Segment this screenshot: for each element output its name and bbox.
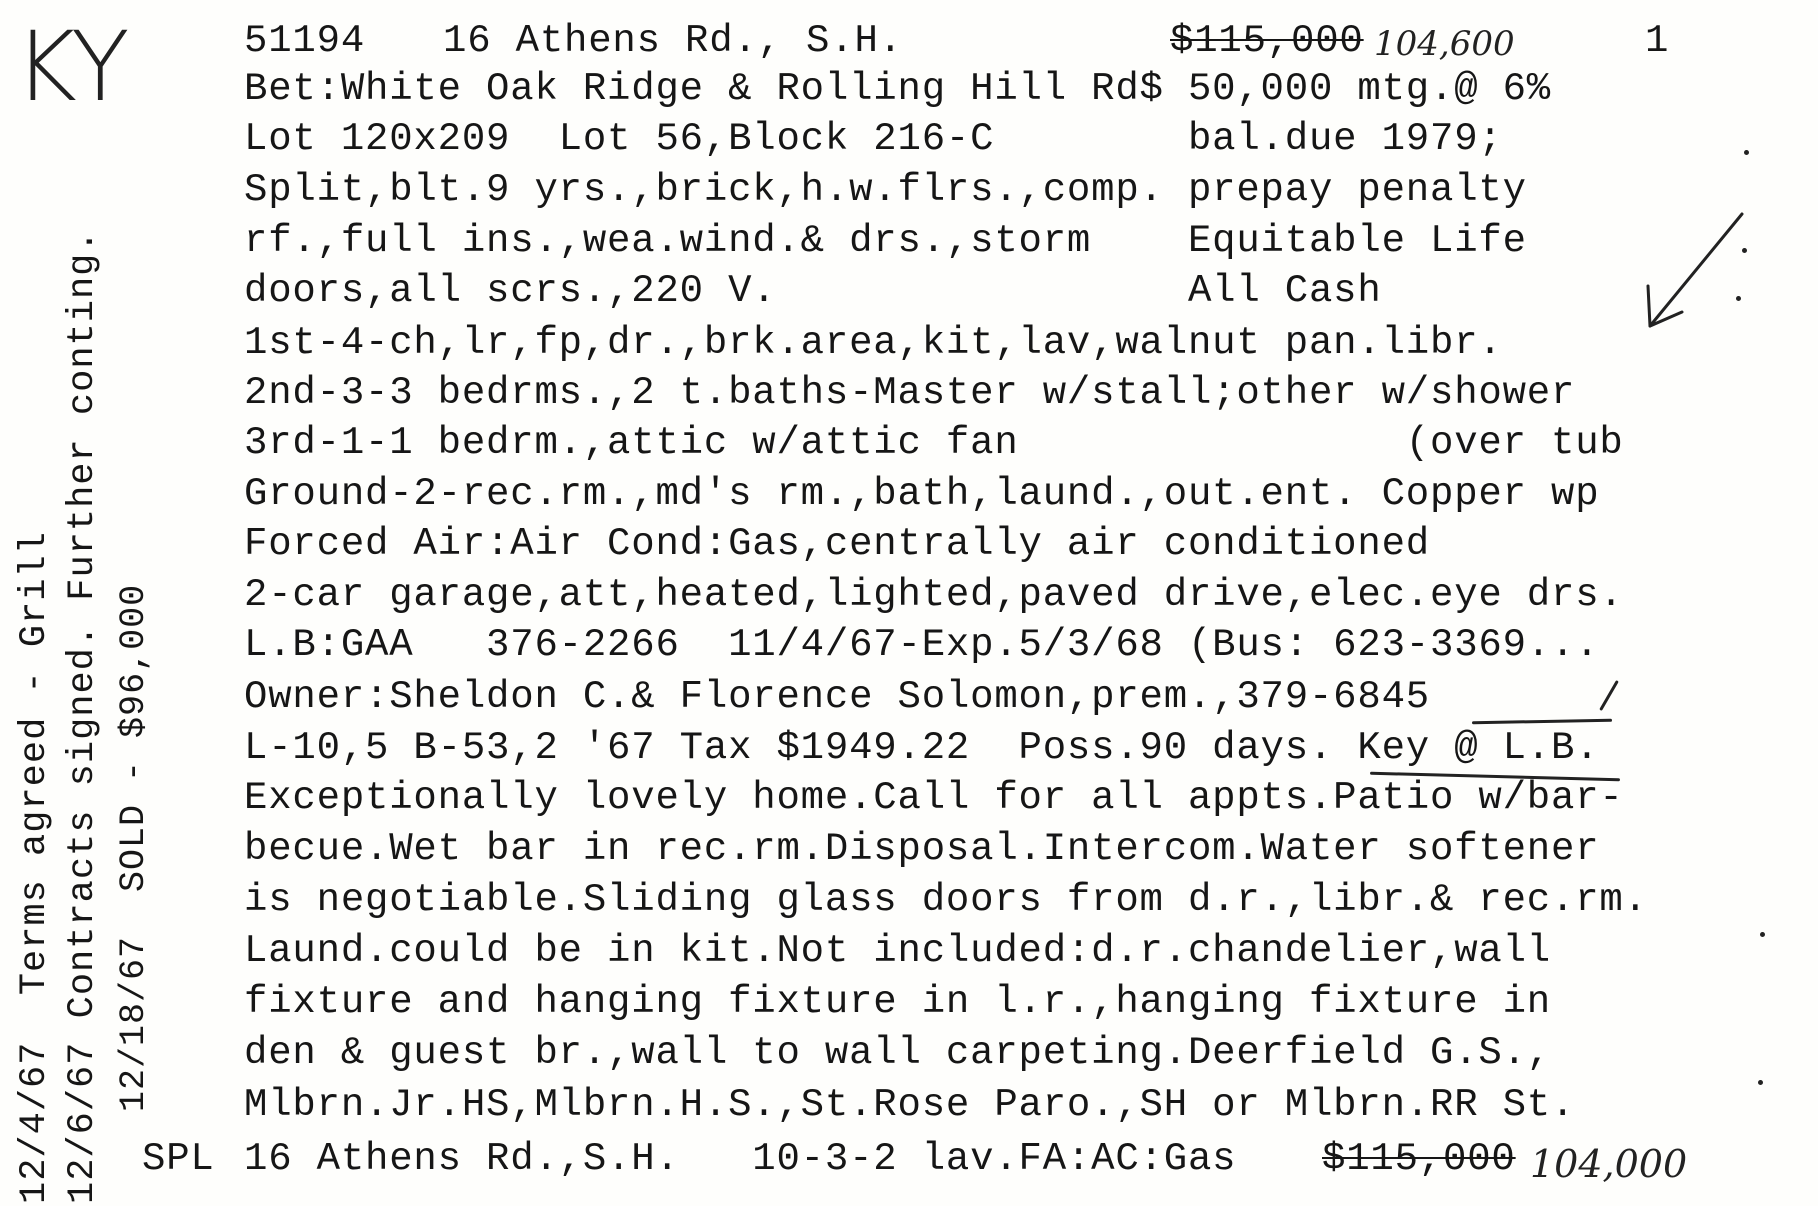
handwritten-initials: KY (14, 11, 124, 123)
margin-mark (1742, 248, 1747, 253)
body-line: L-10,5 B-53,2 '67 Tax $1949.22 Poss.90 days. Key @ L.B. (244, 726, 1600, 770)
footer-revised-price-handwritten: 104,000 (1530, 1142, 1688, 1186)
body-line: Lot 120x209 Lot 56,Block 216-C bal.due 1979; (244, 117, 1503, 161)
body-line: den & guest br.,wall to wall carpeting.Deerfield G.S., (244, 1031, 1552, 1075)
body-line: Forced Air:Air Cond:Gas,centrally air conditioned (244, 522, 1430, 566)
margin-mark (1760, 932, 1765, 937)
body-line: L.B:GAA 376-2266 11/4/67-Exp.5/3/68 (Bus: 623-3369... (244, 623, 1600, 667)
body-line: Owner:Sheldon C.& Florence Solomon,prem.,379-6845 (244, 675, 1430, 719)
body-line: fixture and hanging fixture in l.r.,hanging fixture in (244, 980, 1552, 1024)
listing-number: 51194 (244, 19, 366, 63)
body-line: Mlbrn.Jr.HS,Mlbrn.H.S.,St.Rose Paro.,SH or Mlbrn.RR St. (244, 1083, 1576, 1127)
footer-summary: 16 Athens Rd.,S.H. 10-3-2 lav.FA:AC:Gas (244, 1137, 1237, 1181)
margin-mark (1758, 1080, 1763, 1085)
side-note-contracts: 12/6/67 Contracts signed. Further conting. (62, 229, 104, 1204)
body-line: Exceptionally lovely home.Call for all appts.Patio w/bar- (244, 776, 1624, 820)
card-number: 1 (1645, 19, 1670, 63)
listing-price-struck: $115,000 (1170, 19, 1364, 63)
check-mark-icon (1630, 208, 1750, 348)
footer-prefix: SPL (142, 1137, 215, 1181)
body-line: 3rd-1-1 bedrm.,attic w/attic fan (over tub (244, 421, 1624, 465)
body-line: is negotiable.Sliding glass doors from d.r.,libr.& rec.rm. (244, 878, 1648, 922)
body-line: doors,all scrs.,220 V. All Cash (244, 269, 1382, 313)
body-line: Split,blt.9 yrs.,brick,h.w.flrs.,comp. prepay penalty (244, 168, 1527, 212)
revised-price-handwritten: 104,600 (1374, 24, 1515, 64)
body-line: Ground-2-rec.rm.,md's rm.,bath,laund.,out.ent. Copper wp (244, 472, 1600, 516)
footer-price-struck: $115,000 (1322, 1137, 1516, 1181)
margin-mark (1744, 150, 1749, 155)
body-line: 2-car garage,att,heated,lighted,paved drive,elec.eye drs. (244, 573, 1624, 617)
margin-mark (1736, 296, 1741, 301)
side-note-sold: 12/18/67 SOLD - $96,000 (114, 583, 154, 1112)
handwritten-slash-owner (1599, 680, 1619, 711)
body-line: 1st-4-ch,lr,fp,dr.,brk.area,kit,lav,walnut pan.libr. (244, 321, 1503, 365)
body-line: Bet:White Oak Ridge & Rolling Hill Rd$ 50,000 mtg.@ 6% (244, 67, 1552, 111)
body-line: Laund.could be in kit.Not included:d.r.chandelier,wall (244, 929, 1552, 973)
listing-address: 16 Athens Rd., S.H. (443, 19, 903, 63)
body-line: rf.,full ins.,wea.wind.& drs.,storm Equitable Life (244, 219, 1527, 263)
body-line: 2nd-3-3 bedrms.,2 t.baths-Master w/stall;other w/shower (244, 371, 1576, 415)
side-note-terms: 12/4/67 Terms agreed - Grill (14, 531, 56, 1204)
body-line: becue.Wet bar in rec.rm.Disposal.Intercom.Water softener (244, 827, 1600, 871)
